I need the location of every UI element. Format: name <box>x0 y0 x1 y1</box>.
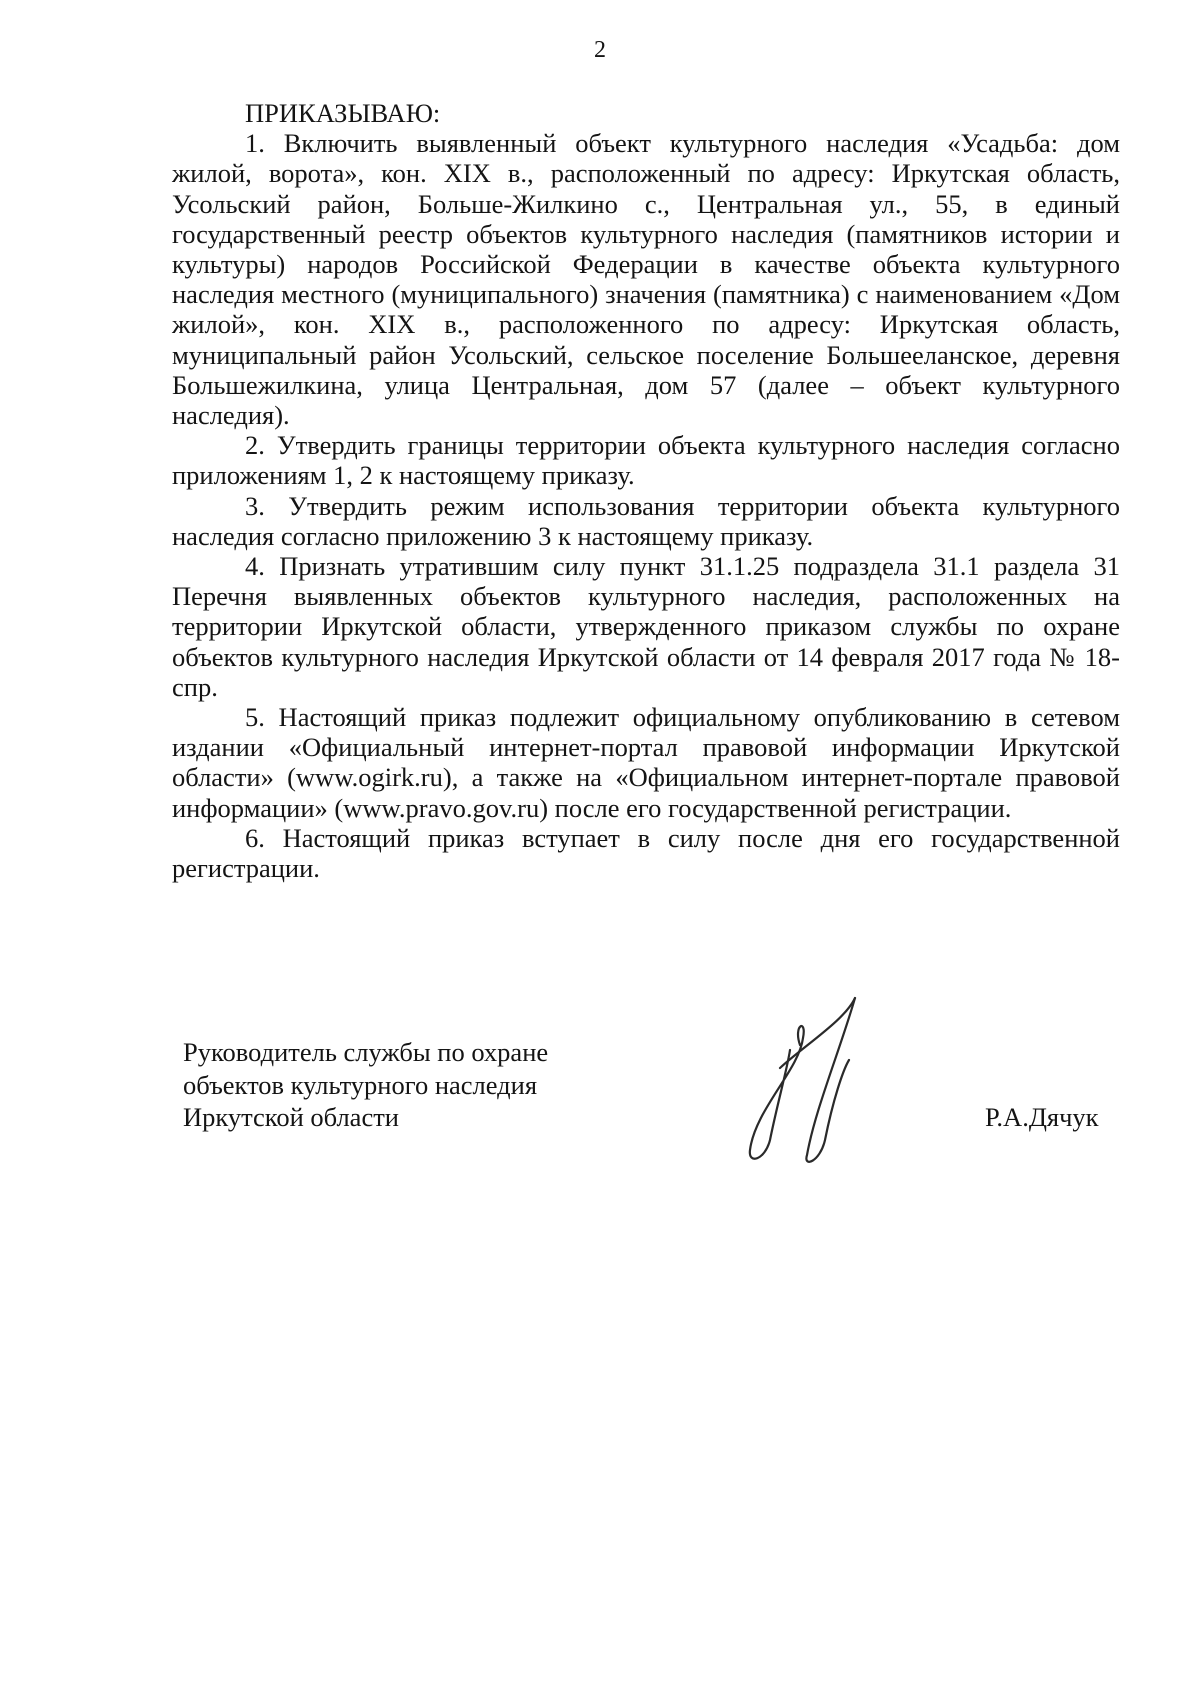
order-item-5: 5. Настоящий приказ подлежит официальному опубликованию в сетевом издании «Официальный интернет-портал правовой информации Иркутской области» (www.ogirk.ru), а также на «Официальном интернет-портале правовой информации» (www.pravo.gov.ru) после его государственной регистрации. <box>172 702 1120 823</box>
signer-position <box>183 1036 613 1134</box>
order-item-6: 6. Настоящий приказ вступает в силу после дня его государственной регистрации. <box>172 822 1120 884</box>
signer-position-line: Иркутской области <box>183 1102 399 1132</box>
order-item-1: 1. Включить выявленный объект культурного наследия «Усадьба: дом жилой, ворота», кон. XIX в., расположенный по адресу: Иркутская область, Усольский район, Больше-Жилкино с., Центральная ул., 55, в единый государственный реестр объектов культурного наследия (памятников истории и культуры) народов Российской Федерации в качестве объекта культурного наследия местного (муниципального) значения (памятника) с наименованием «Дом жилой», кон. XIX в., расположенного по адресу: Иркутская область, муниципальный район Усольский, сельское поселение Большееланское, деревня Большежилкина, улица Центральная, дом 57 (далее – объект культурного наследия). <box>172 128 1120 431</box>
order-body <box>172 98 1120 883</box>
order-item-3: 3. Утвердить режим использования территории объекта культурного наследия согласно приложению 3 к настоящему приказу. <box>172 490 1120 551</box>
order-item-4: 4. Признать утратившим силу пункт 31.1.25 подраздела 31.1 раздела 31 Перечня выявленных объектов культурного наследия, расположенных на территории Иркутской области, утвержденного приказом службы по охране объектов культурного наследия Иркутской области от 14 февраля 2017 года № 18-спр. <box>172 551 1120 702</box>
order-heading: ПРИКАЗЫВАЮ: <box>245 98 441 128</box>
signer-position-line: объектов культурного наследия <box>183 1069 538 1100</box>
signer-name: Р.А.Дячук <box>985 1102 1099 1132</box>
handwritten-signature <box>745 990 895 1165</box>
page-number: 2 <box>594 37 606 63</box>
order-item-2: 2. Утвердить границы территории объекта культурного наследия согласно приложениям 1, 2 к настоящему приказу. <box>172 430 1120 491</box>
signer-position-line: Руководитель службы по охране <box>183 1037 549 1067</box>
